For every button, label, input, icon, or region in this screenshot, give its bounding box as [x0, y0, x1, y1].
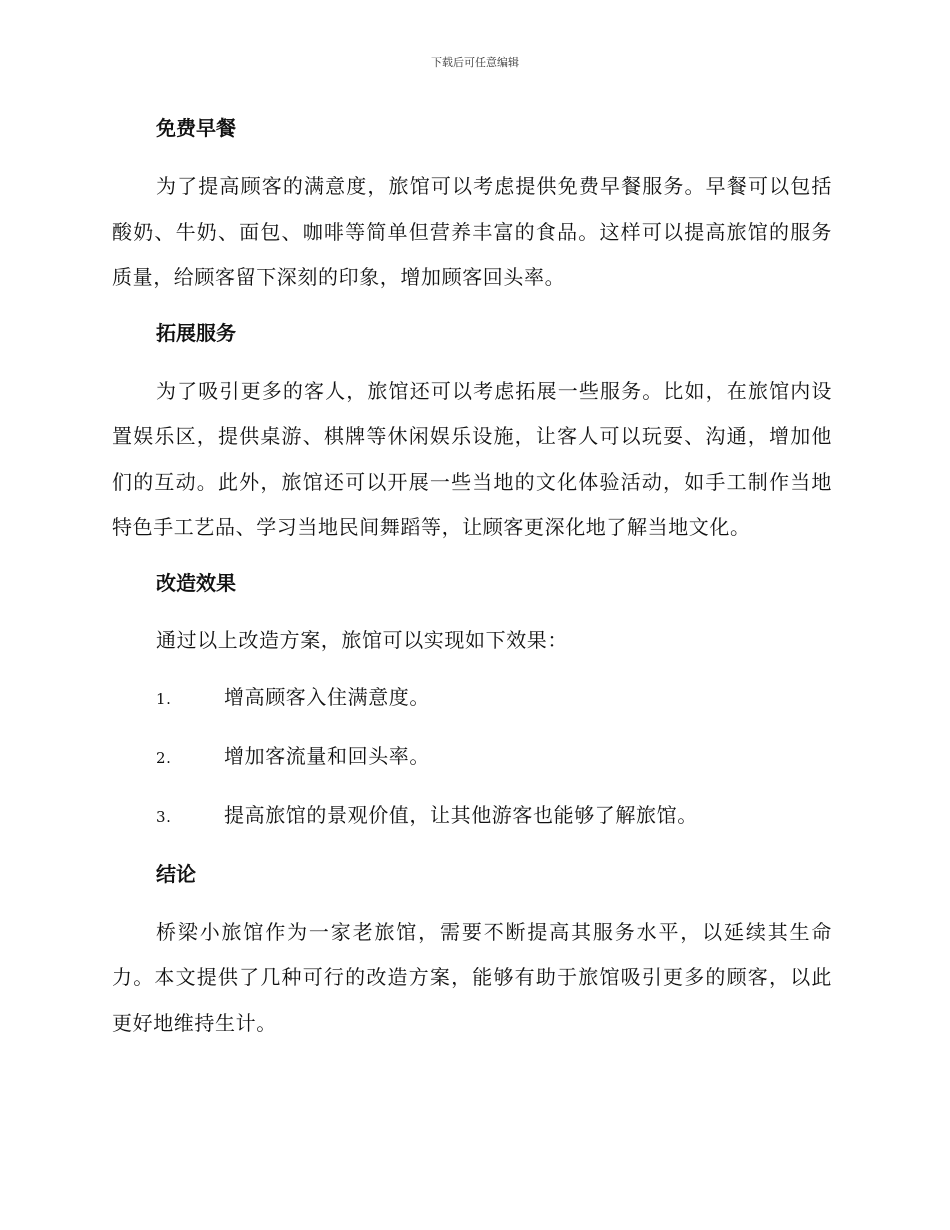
list-text: 提高旅馆的景观价值，让其他游客也能够了解旅馆。: [224, 802, 698, 827]
section-heading-conclusion: 结论: [156, 861, 196, 886]
paragraph-conclusion: 桥梁小旅馆作为一家老旅馆，需要不断提高其服务水平，以延续其生命力。本文提供了几种可行的改造方案，能够有助于旅馆吸引更多的顾客，以此更好地维持生计。: [112, 919, 832, 1035]
list-number: 1.: [156, 689, 172, 708]
section-heading-services: 拓展服务: [156, 320, 236, 345]
section-heading-effects: 改造效果: [156, 570, 236, 595]
list-item: [156, 738, 832, 776]
paragraph-breakfast: 为了提高顾客的满意度，旅馆可以考虑提供免费早餐服务。早餐可以包括酸奶、牛奶、面包、咖啡等简单但营养丰富的食品。这样可以提高旅馆的服务质量，给顾客留下深刻的印象，增加顾客回头率。: [112, 174, 832, 289]
section-heading-breakfast: 免费早餐: [156, 116, 236, 140]
list-text: 增加客流量和回头率。: [224, 743, 430, 768]
list-item: [156, 679, 832, 717]
paragraph-services: 为了吸引更多的客人，旅馆还可以考虑拓展一些服务。比如，在旅馆内设置娱乐区，提供桌游、棋牌等休闲娱乐设施，让客人可以玩耍、沟通，增加他们的互动。此外，旅馆还可以开展一些当地的文化体验活动，如手工制作当地特色手工艺品、学习当地民间舞蹈等，让顾客更深化地了解当地文化。: [112, 378, 832, 539]
list-text: 增高顾客入住满意度。: [224, 684, 430, 709]
list-number: 2.: [156, 748, 172, 767]
effects-intro: 通过以上改造方案，旅馆可以实现如下效果：: [156, 627, 568, 652]
list-number: 3.: [156, 807, 172, 826]
header-note: 下载后可任意编辑: [431, 56, 519, 69]
list-item: [156, 797, 832, 835]
document-body: [112, 110, 832, 1046]
effects-list: [112, 679, 832, 835]
